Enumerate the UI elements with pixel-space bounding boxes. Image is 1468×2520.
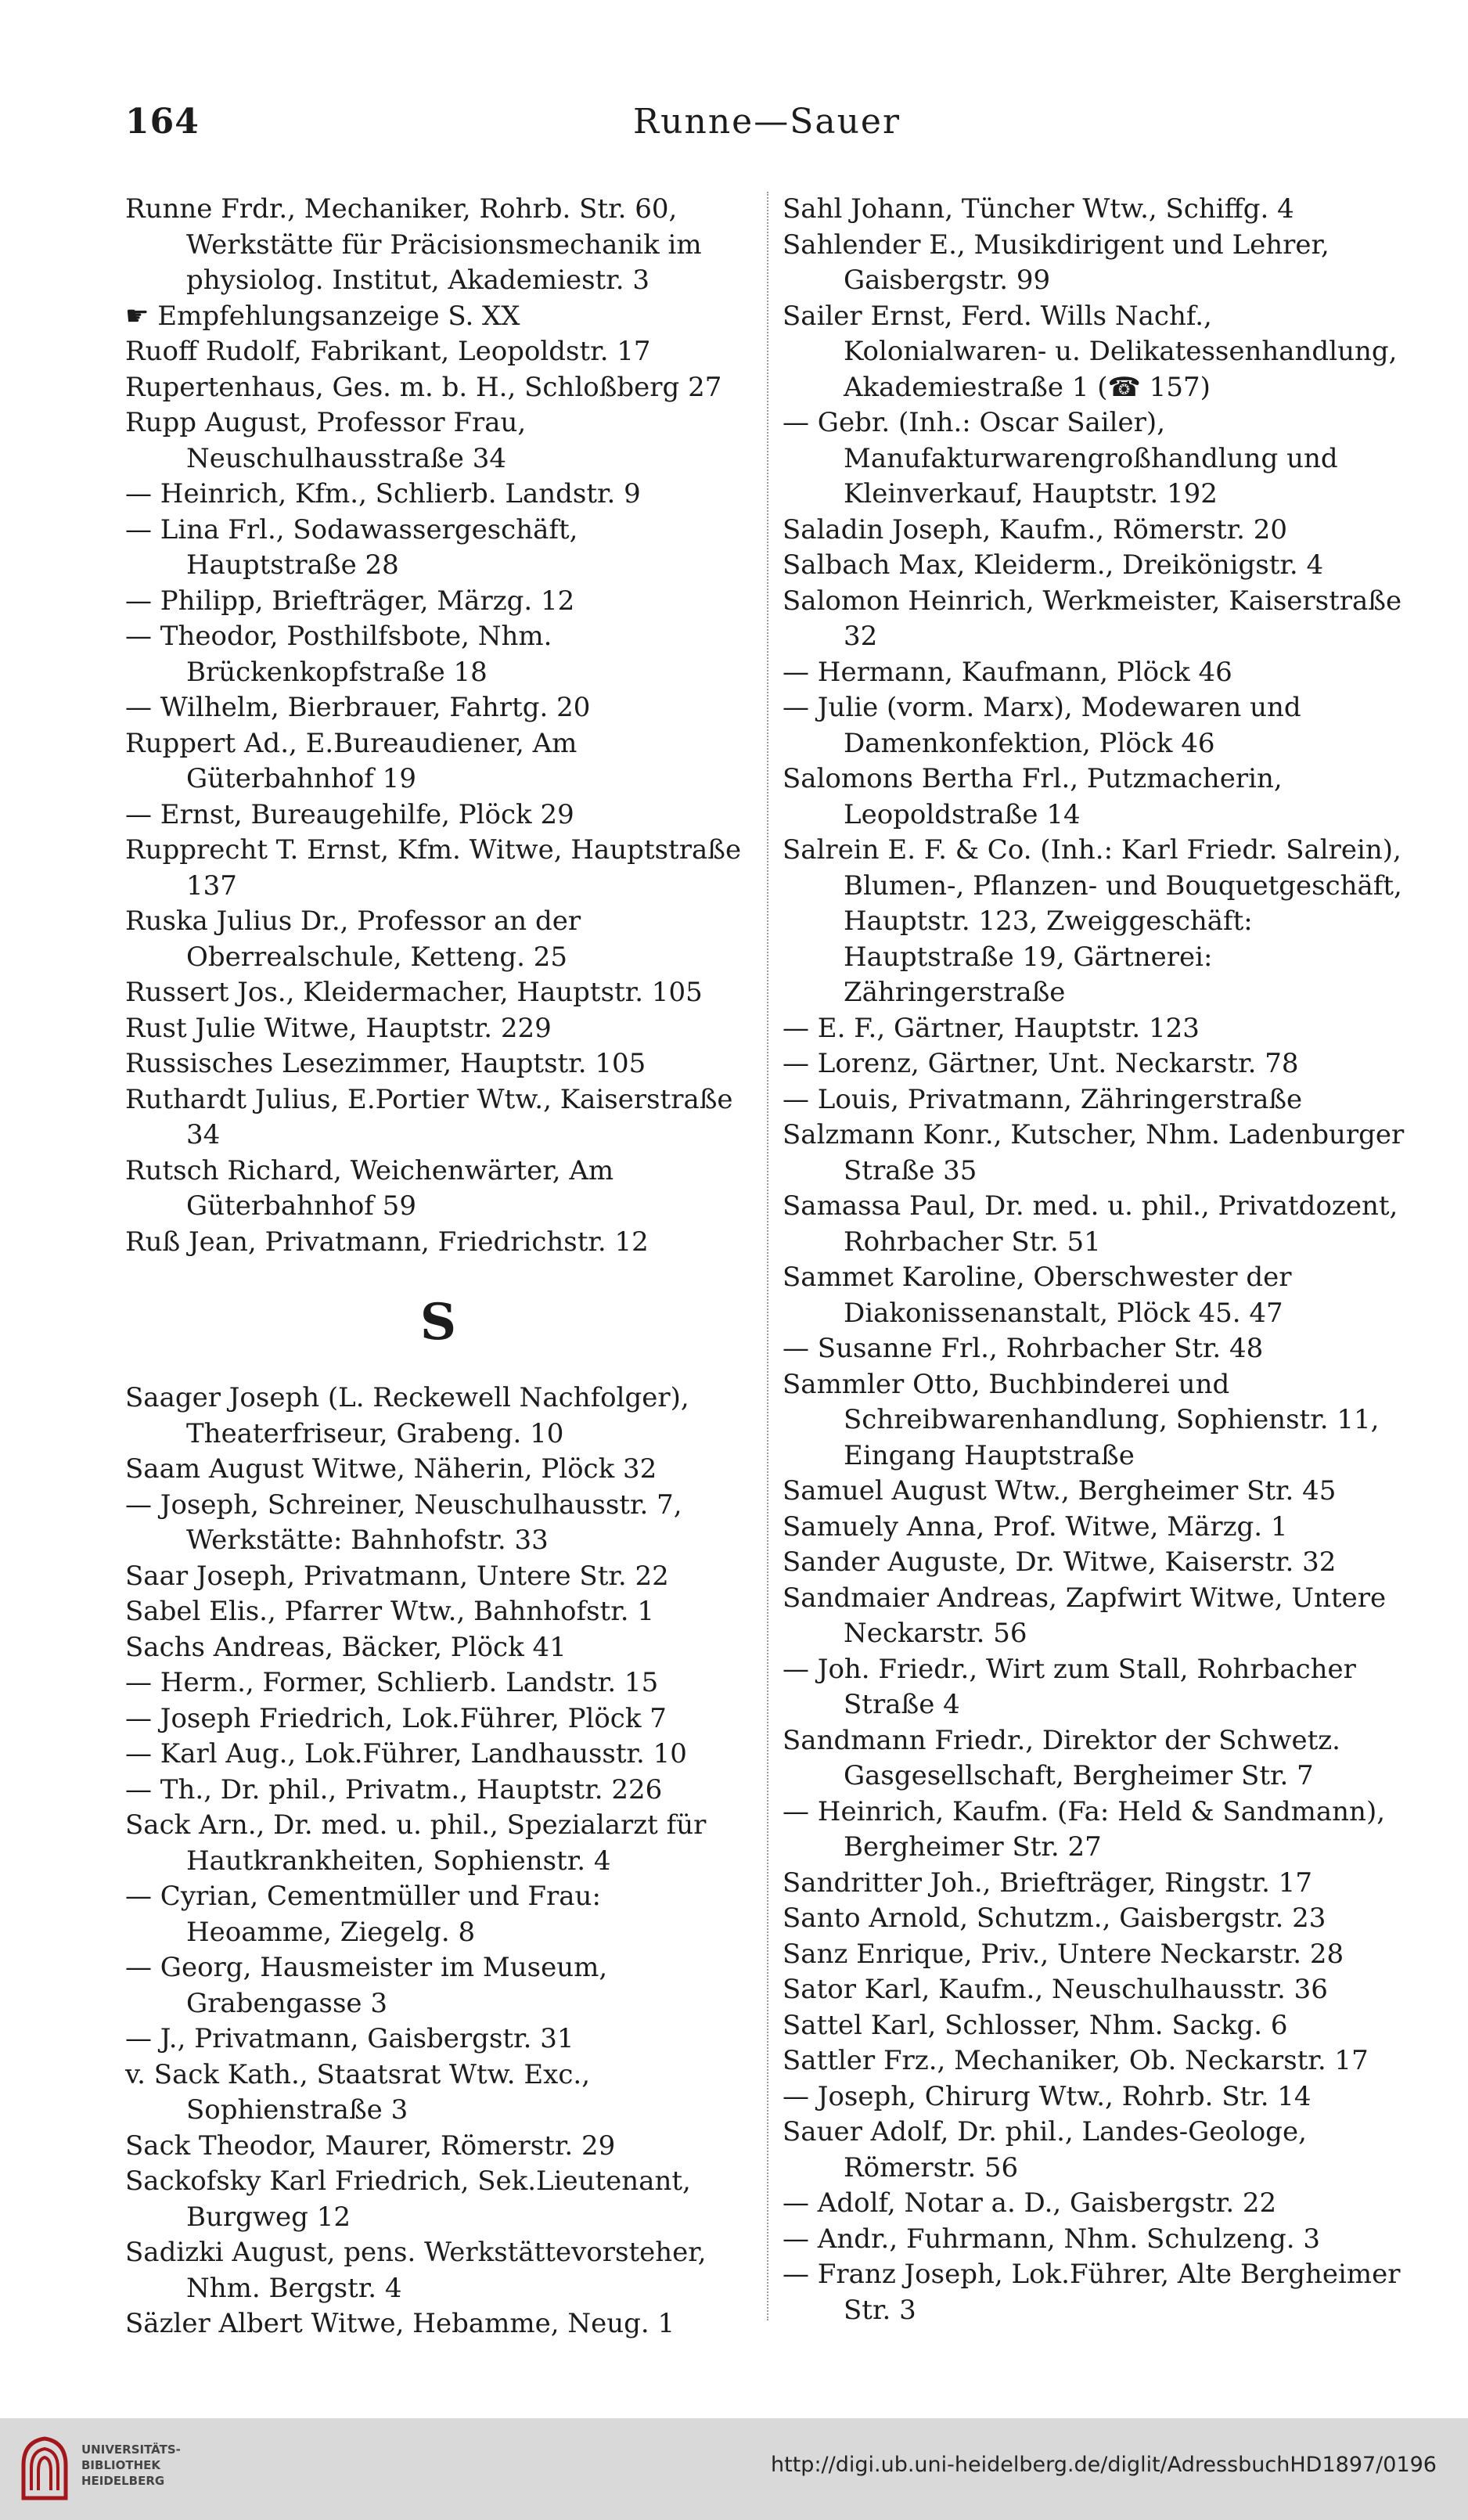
directory-entry: — Theodor, Posthilfsbote, Nhm. Brückenkopfstraße 18 [125, 621, 552, 688]
directory-entry: Saager Joseph (L. Reckewell Nachfolger), Theaterfriseur, Grabeng. 10 [125, 1382, 689, 1449]
directory-entry: — Joseph, Chirurg Wtw., Rohrb. Str. 14 [783, 2080, 1311, 2112]
directory-entry: Samuely Anna, Prof. Witwe, Märzg. 1 [783, 1510, 1288, 1543]
left-entry-list-s [125, 1381, 751, 2342]
directory-entry: — Joh. Friedr., Wirt zum Stall, Rohrbacher Straße 4 [783, 1653, 1356, 1720]
directory-entry: Ruoff Rudolf, Fabrikant, Leopoldstr. 17 [125, 336, 651, 367]
directory-entry: v. Sack Kath., Staatsrat Wtw. Exc., Sophienstraße 3 [125, 2058, 591, 2126]
directory-entry: — Wilhelm, Bierbrauer, Fahrtg. 20 [125, 692, 591, 723]
directory-entry: Russert Jos., Kleidermacher, Hauptstr. 105 [125, 977, 703, 1008]
right-entry-list [783, 192, 1409, 2328]
directory-entry: Sandmann Friedr., Direktor der Schwetz. Gasgesellschaft, Bergheimer Str. 7 [783, 1724, 1340, 1791]
directory-entry: Runne Frdr., Mechaniker, Rohrb. Str. 60, Werkstätte für Präcisionsmechanik im physiolog. Institut, Akademiestr. 3 [125, 193, 702, 296]
directory-columns [125, 192, 1409, 2352]
directory-entry: — Louis, Privatmann, Zähringerstraße [783, 1083, 1303, 1115]
directory-entry: Sandmaier Andreas, Zapfwirt Witwe, Untere Neckarstr. 56 [783, 1582, 1387, 1649]
directory-entry: Rupp August, Professor Frau, Neuschulhausstraße 34 [125, 407, 527, 474]
directory-entry: Sandritter Joh., Briefträger, Ringstr. 17 [783, 1867, 1312, 1899]
directory-entry: — Adolf, Notar a. D., Gaisbergstr. 22 [783, 2187, 1277, 2219]
right-column [783, 192, 1409, 2328]
directory-entry: — Gebr. (Inh.: Oscar Sailer), Manufakturwarengroßhandlung und Kleinverkauf, Hauptstr. 192 [783, 407, 1338, 509]
left-entry-list [125, 192, 751, 1260]
directory-entry: Ruska Julius Dr., Professor an der Oberrealschule, Ketteng. 25 [125, 905, 581, 973]
source-url-link[interactable]: http://digi.ub.uni-heidelberg.de/diglit/AdressbuchHD1897/0196 [771, 2453, 1437, 2477]
directory-entry: — Andr., Fuhrmann, Nhm. Schulzeng. 3 [783, 2223, 1320, 2255]
directory-entry: Sadizki August, pens. Werkstättevorsteher, Nhm. Bergstr. 4 [125, 2237, 707, 2304]
directory-entry: Sammet Karoline, Oberschwester der Diakonissenanstalt, Plöck 45. 47 [783, 1262, 1292, 1329]
directory-entry: — Heinrich, Kaufm. (Fa: Held & Sandmann), Bergheimer Str. 27 [783, 1795, 1386, 1863]
directory-entry: Sattel Karl, Schlosser, Nhm. Sackg. 6 [783, 2009, 1288, 2041]
directory-entry: Samassa Paul, Dr. med. u. phil., Privatdozent, Rohrbacher Str. 51 [783, 1190, 1398, 1258]
directory-entry: Sander Auguste, Dr. Witwe, Kaiserstr. 32 [783, 1546, 1337, 1578]
directory-entry: Ruthardt Julius, E.Portier Wtw., Kaiserstraße 34 [125, 1083, 733, 1150]
directory-entry: — Lina Frl., Sodawassergeschäft, Hauptstraße 28 [125, 513, 578, 581]
directory-entry: — Philipp, Briefträger, Märzg. 12 [125, 585, 575, 617]
directory-entry: Ruß Jean, Privatmann, Friedrichstr. 12 [125, 1226, 649, 1258]
directory-entry: Saam August Witwe, Näherin, Plöck 32 [125, 1453, 657, 1485]
directory-entry: Sahl Johann, Tüncher Wtw., Schiffg. 4 [783, 193, 1294, 225]
university-seal-icon [17, 2434, 72, 2504]
directory-entry: — J., Privatmann, Gaisbergstr. 31 [125, 2023, 574, 2054]
directory-entry: — Joseph Friedrich, Lok.Führer, Plöck 7 [125, 1702, 667, 1734]
directory-entry: — Lorenz, Gärtner, Unt. Neckarstr. 78 [783, 1048, 1299, 1079]
directory-entry: Sabel Elis., Pfarrer Wtw., Bahnhofstr. 1 [125, 1596, 654, 1627]
directory-entry: Sator Karl, Kaufm., Neuschulhausstr. 36 [783, 1974, 1328, 2005]
directory-entry: — Cyrian, Cementmüller und Frau: Heoamme, Ziegelg. 8 [125, 1881, 601, 1948]
directory-entry: Sailer Ernst, Ferd. Wills Nachf., Kolonialwaren- u. Delikatessenhandlung, Akademiestraße 1 (☎ 157) [783, 300, 1398, 403]
directory-entry: — Herm., Former, Schlierb. Landstr. 15 [125, 1667, 659, 1698]
directory-entry: — Heinrich, Kfm., Schlierb. Landstr. 9 [125, 478, 641, 509]
directory-entry: Salomon Heinrich, Werkmeister, Kaiserstraße 32 [783, 585, 1402, 652]
directory-entry: Sauer Adolf, Dr. phil., Landes-Geologe, Römerstr. 56 [783, 2116, 1307, 2183]
directory-entry: — Joseph, Schreiner, Neuschulhausstr. 7, Werkstätte: Bahnhofstr. 33 [125, 1489, 682, 1556]
directory-entry: — Susanne Frl., Rohrbacher Str. 48 [783, 1333, 1264, 1364]
directory-entry: Saladin Joseph, Kaufm., Römerstr. 20 [783, 513, 1288, 545]
viewer-footer [0, 2418, 1468, 2520]
directory-entry: Saar Joseph, Privatmann, Untere Str. 22 [125, 1560, 669, 1592]
directory-entry: — Julie (vorm. Marx), Modewaren und Damenkonfektion, Plöck 46 [783, 692, 1301, 759]
directory-entry: Rust Julie Witwe, Hauptstr. 229 [125, 1012, 552, 1044]
directory-entry: Sattler Frz., Mechaniker, Ob. Neckarstr. 17 [783, 2045, 1369, 2076]
directory-entry: Sack Theodor, Maurer, Römerstr. 29 [125, 2129, 616, 2162]
directory-entry: Säzler Albert Witwe, Hebamme, Neug. 1 [125, 2308, 675, 2339]
running-head: Runne—Sauer [633, 102, 901, 142]
directory-entry: Sackofsky Karl Friedrich, Sek.Lieutenant, Burgweg 12 [125, 2165, 691, 2233]
directory-entry: Sahlender E., Musikdirigent und Lehrer, Gaisbergstr. 99 [783, 229, 1329, 296]
directory-entry: — Ernst, Bureaugehilfe, Plöck 29 [125, 798, 574, 830]
directory-entry: Rupprecht T. Ernst, Kfm. Witwe, Hauptstraße 137 [125, 834, 742, 902]
directory-entry: Sanz Enrique, Priv., Untere Neckarstr. 28 [783, 1938, 1344, 1970]
directory-entry: Sachs Andreas, Bäcker, Plöck 41 [125, 1631, 567, 1663]
directory-entry: Salzmann Konr., Kutscher, Nhm. Ladenburger Straße 35 [783, 1119, 1405, 1186]
directory-entry: — Franz Joseph, Lok.Führer, Alte Bergheimer Str. 3 [783, 2259, 1401, 2326]
directory-entry: — Th., Dr. phil., Privatm., Hauptstr. 226 [125, 1773, 663, 1805]
directory-entry: — E. F., Gärtner, Hauptstr. 123 [783, 1012, 1200, 1044]
directory-entry: Sack Arn., Dr. med. u. phil., Spezialarzt für Hautkrankheiten, Sophienstr. 4 [125, 1809, 707, 1877]
section-letter: S [419, 1293, 457, 1352]
directory-entry: Ruppert Ad., E.Bureaudiener, Am Güterbahnhof 19 [125, 727, 577, 794]
directory-entry: — Hermann, Kaufmann, Plöck 46 [783, 656, 1232, 688]
directory-entry: — Karl Aug., Lok.Führer, Landhausstr. 10 [125, 1738, 687, 1769]
column-divider [767, 192, 768, 2320]
directory-entry: Salrein E. F. & Co. (Inh.: Karl Friedr. Salrein), Blumen-, Pflanzen- und Bouquetgeschäft, Hauptstr. 123, Zweiggeschäft: Hauptstraße 19, Gärtnerei: Zähringerstraße [783, 834, 1402, 1008]
directory-entry: Salomons Bertha Frl., Putzmacherin, Leopoldstraße 14 [783, 763, 1283, 830]
directory-entry: Samuel August Wtw., Bergheimer Str. 45 [783, 1475, 1337, 1507]
page-number: 164 [125, 102, 200, 142]
page-header [125, 102, 1409, 149]
directory-entry: Santo Arnold, Schutzm., Gaisbergstr. 23 [783, 1903, 1326, 1934]
directory-entry: Rutsch Richard, Weichenwärter, Am Güterbahnhof 59 [125, 1154, 614, 1222]
directory-entry: ☛ Empfehlungsanzeige S. XX [125, 300, 520, 332]
library-name: UNIVERSITÄTS- BIBLIOTHEK HEIDELBERG [81, 2443, 181, 2488]
directory-entry: Salbach Max, Kleiderm., Dreikönigstr. 4 [783, 549, 1324, 581]
left-column [125, 192, 751, 2342]
directory-entry: Sammler Otto, Buchbinderei und Schreibwarenhandlung, Sophienstr. 11, Eingang Hauptstraße [783, 1368, 1380, 1471]
directory-entry: — Georg, Hausmeister im Museum, Grabengasse 3 [125, 1952, 608, 2019]
directory-entry: Russisches Lesezimmer, Hauptstr. 105 [125, 1048, 646, 1079]
directory-entry: Rupertenhaus, Ges. m. b. H., Schloßberg 27 [125, 371, 722, 403]
